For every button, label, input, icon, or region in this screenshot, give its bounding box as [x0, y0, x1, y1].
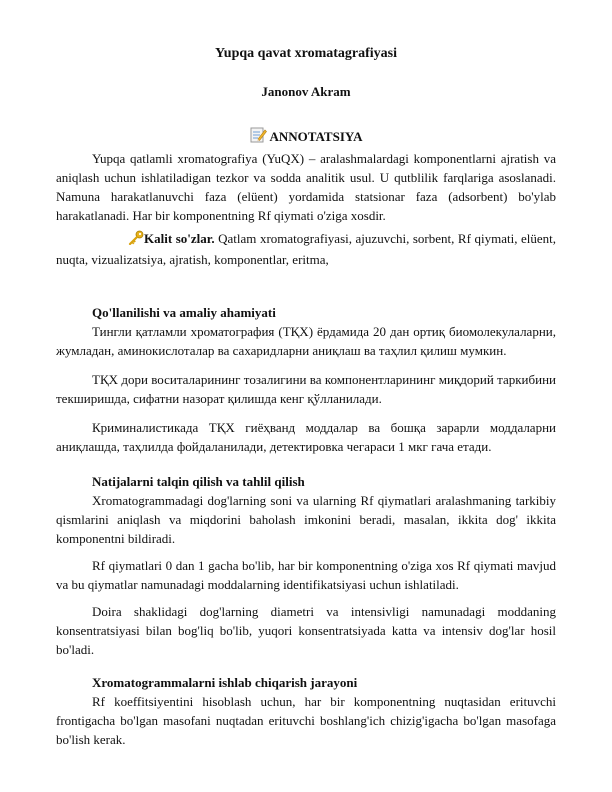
annotation-paragraph: Yupqa qatlamli xromatografiya (YuQX) – aralashmalardagi komponentlarni ajratish va aniqlash uchun ishlatiladigan tezkor va sodda analitik usul. U qutblilik farqlariga asoslanadi. Namuna harakatlanuvchi faza (elüent) yordamida statsionar faza (adsorbent) bo'ylab harakatlanadi. Har bir komponentning Rf qiymati o'ziga xosdir. — [56, 151, 556, 223]
section-paragraph: Криминалистикада ТҚХ гиёҳванд моддалар ва бошқа зарарли моддаларни аниқлашда, таҳлилда фойдаланилади, детектировка чегараси 1 мкг гача етади. — [56, 420, 556, 455]
section-paragraph: Rf qiymatlari 0 dan 1 gacha bo'lib, har bir komponentning o'ziga xos Rf qiymati mavjud va bu qiymatlar namunadagi moddalarning identifikatsiyasi uchun ishlatiladi. — [56, 558, 556, 593]
section-paragraph: Rf koeffitsiyentini hisoblash uchun, har bir komponentning nuqtasidan erituvchi frontigacha bo'lgan masofani nuqtadan erituvchi boshlang'ich chizig'igacha bo'lgan masofaga bo'lish kerak. — [56, 694, 556, 748]
section-paragraph: Тингли қатламли хроматография (ТҚХ) ёрдамида 20 дан ортиқ биомолекулаларни, жумладан, аминокислоталар ва сахаридларни аниқлаш ва таҳлил қилиш мумкин. — [56, 324, 556, 359]
section-paragraph: Doira shaklidagi dog'larning diametri va intensivligi namunadagi moddaning konsentratsiyasi bilan bog'liq bo'lib, yuqori konsentratsiyada katta va intensiv dog'lar hosil bo'ladi. — [56, 604, 556, 658]
keywords-text: Qatlam xromatografiyasi, ajuzuvchi, sorbent, Rf qiymati, elüent, nuqta, vizualizatsiya, ajratish, komponentlar, eritma, — [56, 231, 556, 268]
document-title: Yupqa qavat xromatagrafiyasi — [214, 46, 398, 61]
keywords-label: Kalit so'zlar. — [144, 231, 215, 246]
keywords-paragraph — [56, 229, 556, 269]
section-heading: Xromatogrammalarni ishlab chiqarish jarayoni — [92, 675, 358, 691]
key-icon — [92, 230, 144, 250]
section-heading: Qo'llanilishi va amaliy ahamiyati — [92, 305, 276, 321]
section-heading: Natijalarni talqin qilish va tahlil qilish — [92, 474, 305, 490]
annotation-heading — [56, 126, 556, 147]
annotation-heading-text: ANNOTATSIYA — [269, 128, 363, 144]
document-author: Janonov Akram — [261, 84, 351, 99]
section-paragraph: Xromatogrammadagi dog'larning soni va ularning Rf qiymatlari aralashmaning tarkibiy qismlarini aniqlash va miqdorini baholash imkonini beradi, masalan, ikkita dog' ikkita komponentni bildiradi. — [56, 493, 556, 547]
memo-pencil-icon — [250, 126, 267, 147]
section-paragraph: ТҚХ дори воситаларининг тозалигини ва компонентларининг миқдорий таркибини текширишда, сифатни назорат қилишда кенг қўлланилади. — [56, 372, 556, 407]
